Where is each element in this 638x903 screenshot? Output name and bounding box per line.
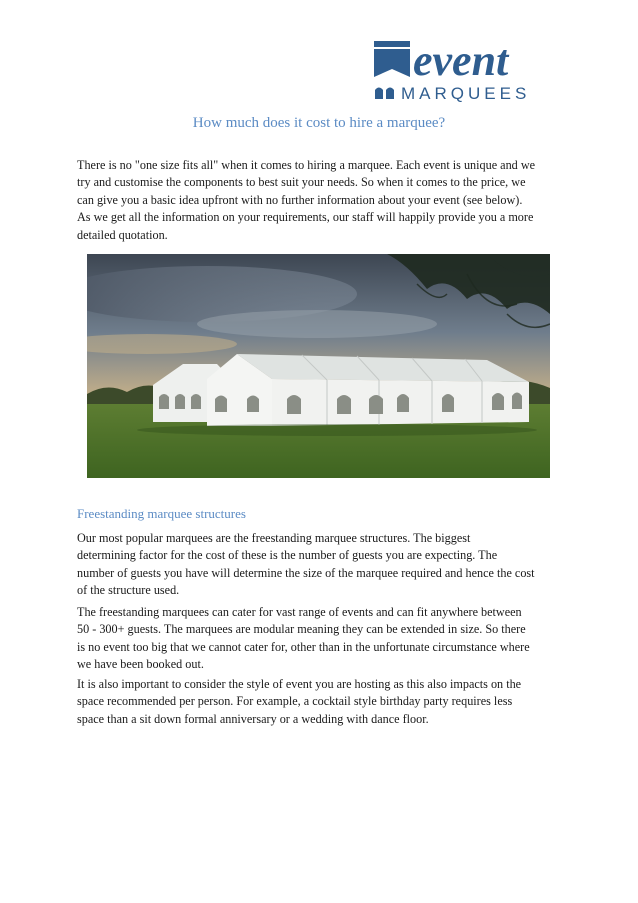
logo-sub: MARQUEES <box>401 84 531 103</box>
event-marquees-logo <box>371 37 563 103</box>
paragraph-line: number of guests you have will determine the size of the marquee required and hence the cost <box>77 565 535 580</box>
section-paragraph-2 <box>77 604 567 674</box>
paragraph-line: determining factor for the cost of these is the number of guests you are expecting. The <box>77 548 498 563</box>
paragraph-line: space recommended per person. For example, a cocktail style birthday party requires less <box>77 694 513 709</box>
paragraph-line: space than a sit down formal anniversary or a wedding with dance floor. <box>77 711 429 726</box>
paragraph-line: 50 - 300+ guests. The marquees are modular meaning they can be extended in size. So there <box>77 622 526 637</box>
intro-line: There is no "one size fits all" when it comes to hiring a marquee. Each event is unique and we <box>77 158 536 172</box>
paragraph-line: The freestanding marquees can cater for vast range of events and can fit anywhere between <box>77 605 522 619</box>
intro-line: detailed quotation. <box>77 227 168 242</box>
intro-line: As we get all the information on your requirements, our staff will happily provide you a more <box>77 210 534 225</box>
paragraph-line: It is also important to consider the style of event you are hosting as this also impacts on the <box>77 677 522 691</box>
paragraph-line: we have been booked out. <box>77 657 204 672</box>
marquee-photo <box>87 254 550 478</box>
paragraph-line: is no event too big that we cannot cater for, other than in the unfortunate circumstance where <box>77 639 530 654</box>
marquee-tent <box>153 354 529 426</box>
section-paragraph-1 <box>77 530 567 600</box>
page-title: How much does it cost to hire a marquee? <box>192 115 446 131</box>
intro-line: try and customise the components to best suit your needs. So when it comes to the price, we <box>77 175 526 190</box>
small-tents-icon <box>375 88 394 100</box>
paragraph-line: Our most popular marquees are the freestanding marquee structures. The biggest <box>77 531 471 545</box>
intro-paragraph <box>77 157 567 244</box>
logo-word: event <box>413 37 509 85</box>
marquee-tent-icon <box>374 41 410 77</box>
section-paragraph-3 <box>77 676 567 728</box>
paragraph-line: of the structure used. <box>77 583 180 598</box>
section-heading: Freestanding marquee structures <box>77 506 246 521</box>
intro-line: can give you a basic idea upfront with no further information about your event (see below). <box>77 192 523 207</box>
